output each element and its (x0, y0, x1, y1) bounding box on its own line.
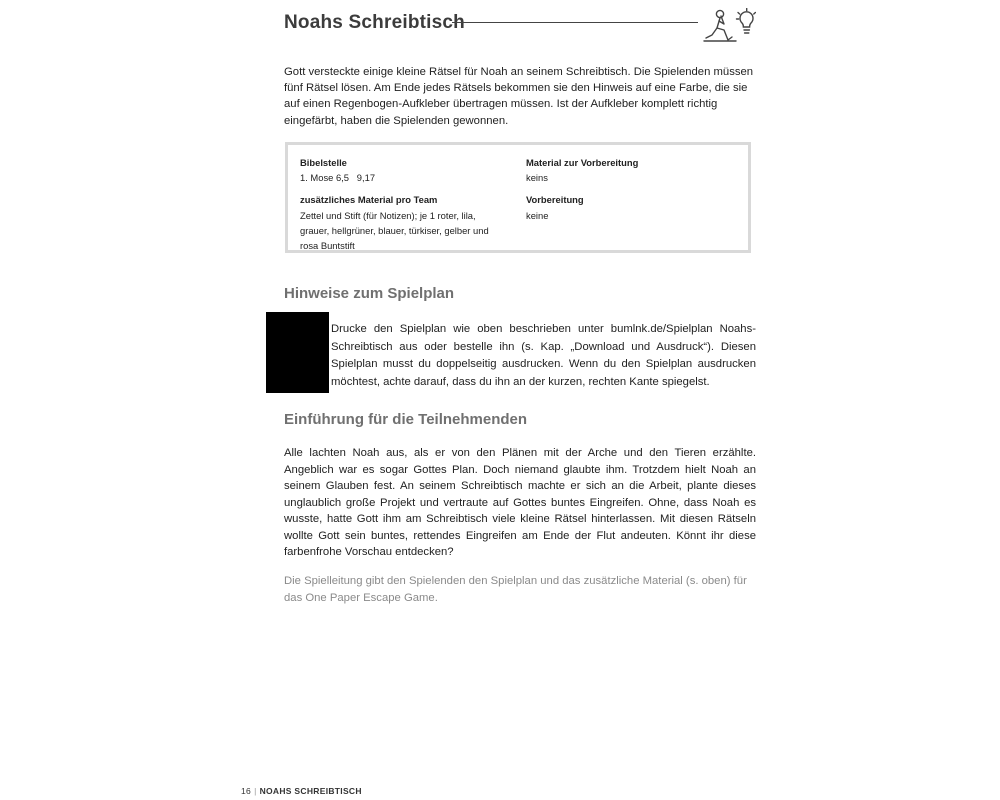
page-number: 16 (241, 786, 252, 796)
vorbereitung-value: keine (526, 209, 549, 221)
page-footer (241, 786, 362, 796)
material-vorbereitung-label: Material zur Vorbereitung (526, 157, 639, 168)
info-column-right (526, 155, 726, 223)
bibelstelle-value: 1. Mose 6,5 9,17 (300, 172, 376, 184)
material-vorbereitung-value: keins (526, 172, 548, 184)
thinking-person-lightbulb-icon (702, 8, 756, 44)
spielleitung-note: Die Spielleitung gibt den Spielenden den Spielplan und das zusätzliche Material (s. oben) für das One Paper Escape Game. (284, 575, 747, 604)
title-row (284, 8, 759, 46)
title-divider (452, 22, 698, 23)
material-team-label: zusätzliches Material pro Team (300, 194, 438, 206)
spielplan-paragraph: Drucke den Spielplan wie oben beschrieben unter bumlnk.de/Spielplan Noahs-Schreibtisch aus oder bestelle ihn (s. Kap. „Download und Ausdruck“). Diesen Spielplan musst du doppelseitig ausdrucken. Wenn du den Spielplan ausdrucken möchtest, achte darauf, dass du ihn an der kurzen, rechten Kante spiegelst. (331, 323, 756, 388)
info-box (285, 142, 751, 253)
info-column-left (300, 155, 500, 253)
intro-paragraph: Gott versteckte einige kleine Rätsel für Noah an seinem Schreibtisch. Die Spielenden müssen fünf Rätsel lösen. Am Ende jedes Rätsels bekommen sie den Hinweis auf eine Farbe, die sie auf einen Regenbogen-Aufkleber übertragen müssen. Ist der Aufkleber komplett richtig eingefärbt, haben die Spielenden gewonnen. (284, 66, 754, 127)
vorbereitung-label: Vorbereitung (526, 194, 584, 206)
footer-section-title: NOAHS SCHREIBTISCH (259, 786, 362, 796)
page-title: Noahs Schreibtisch (284, 12, 465, 33)
redacted-image (266, 312, 329, 393)
material-team-value: Zettel und Stift (für Notizen); je 1 roter, lila, grauer, hellgrüner, blauer, türkiser, gelber und rosa Buntstift (300, 209, 489, 252)
bibelstelle-label: Bibelstelle (300, 157, 347, 168)
spielplan-heading: Hinweise zum Spielplan (284, 285, 455, 302)
einfuehrung-paragraph: Alle lachten Noah aus, als er von den Plänen mit der Arche und den Tieren erzählte. Angeblich war es sogar Gottes Plan. Doch niemand glaubte ihm. Trotzdem hielt Noah an seinem Glauben fest. An seinem Schreibtisch machte er sich an die Arbeit, plante dieses unglaublich große Projekt und vertraute auf Gottes buntes Eingreifen. Ohne, dass Noah es wusste, hatte Gott ihm am Schreibtisch viele kleine Rätsel hinterlassen. Mit diesen Rätseln wollte Gott sein buntes, rettendes Eingreifen am Ende der Flut andeuten. Könnt ihr diese farbenfrohe Vorschau entdecken? (284, 447, 756, 558)
footer-separator: | (254, 786, 257, 796)
einfuehrung-heading: Einführung für die Teilnehmenden (284, 411, 528, 428)
